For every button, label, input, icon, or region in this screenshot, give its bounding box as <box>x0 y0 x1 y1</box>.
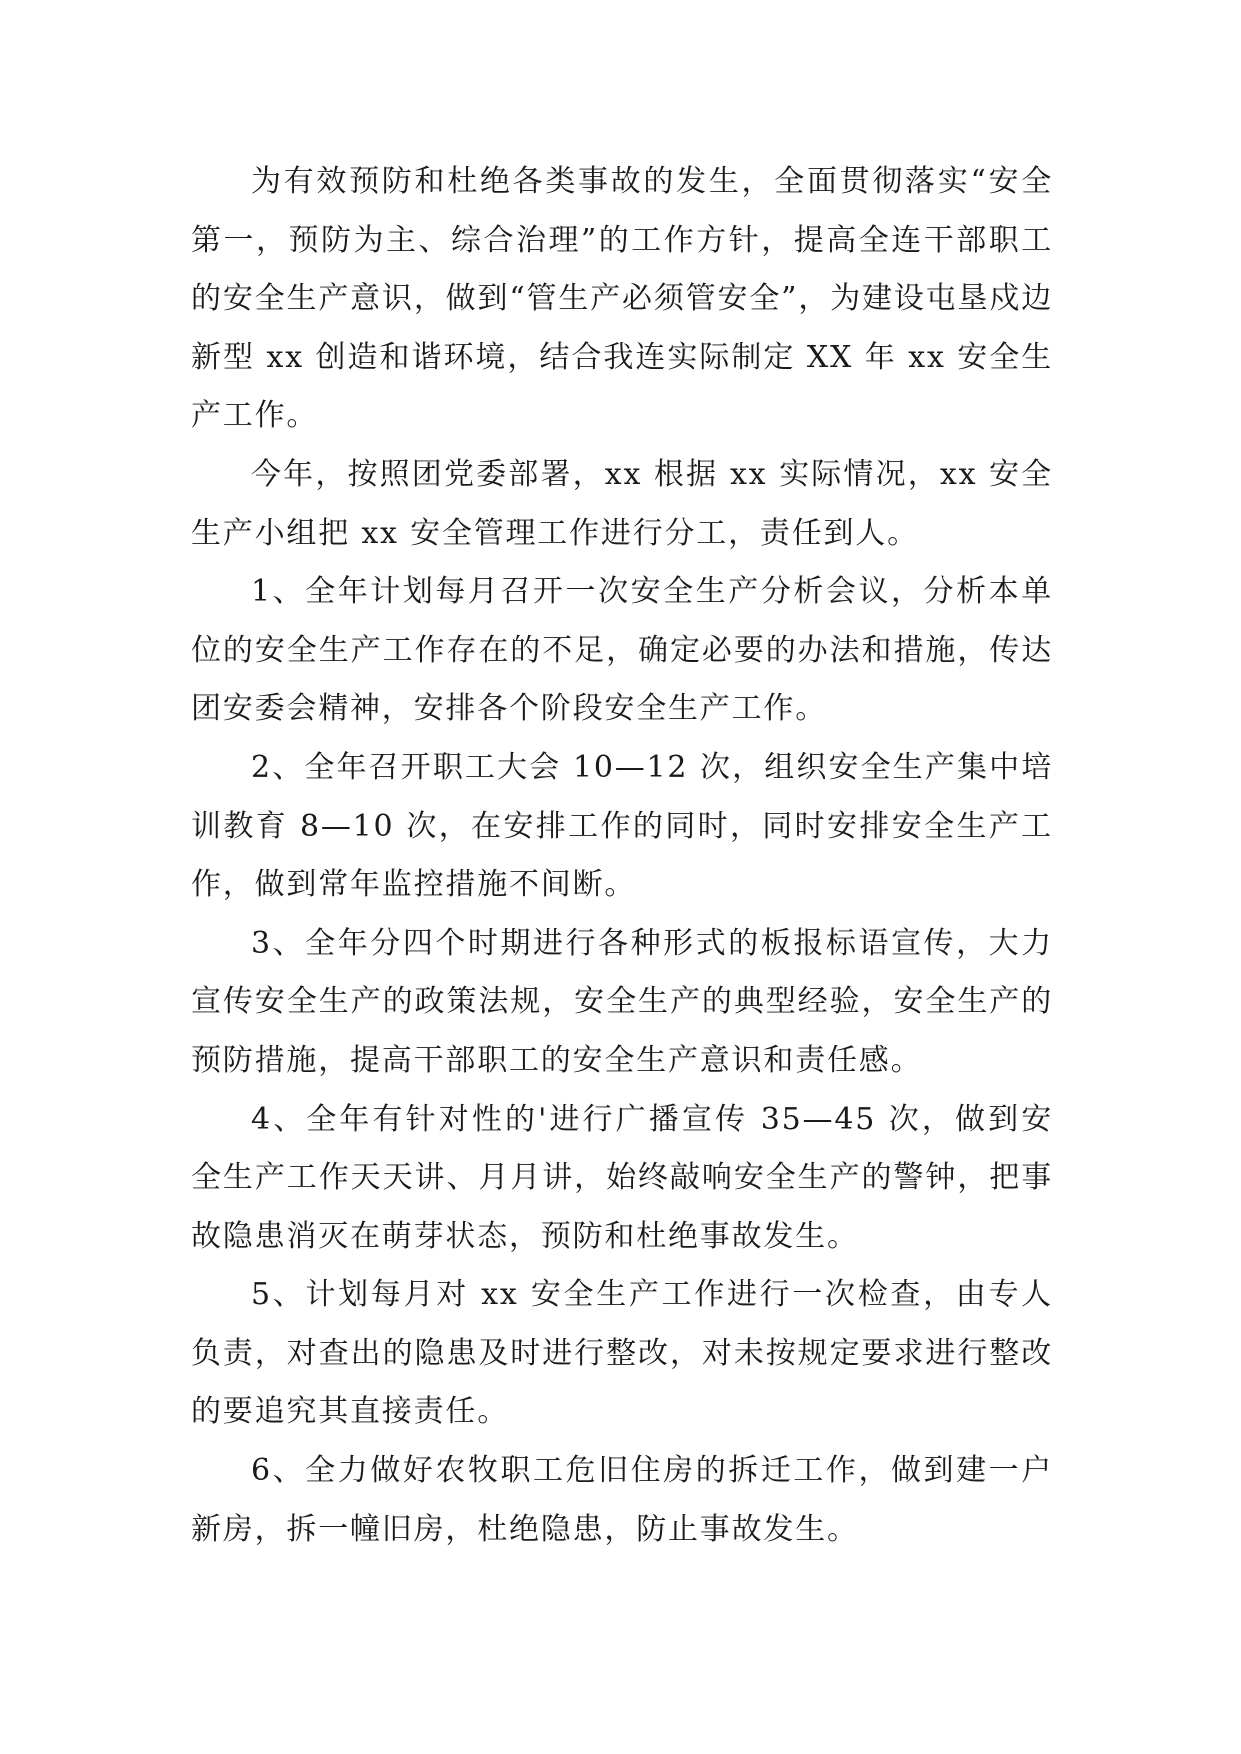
paragraph-item-1: 1、全年计划每月召开一次安全生产分析会议，分析本单位的安全生产工作存在的不足，确定必要的办法和措施，传达团安委会精神，安排各个阶段安全生产工作。 <box>191 574 1053 727</box>
paragraph-item-4: 4、全年有针对性的'进行广播宣传 35—45 次，做到安全生产工作天天讲、月月讲，始终敲响安全生产的警钟，把事故隐患消灭在萌芽状态，预防和杜绝事故发生。 <box>191 1101 1053 1254</box>
paragraph-item-3: 3、全年分四个时期进行各种形式的板报标语宣传，大力宣传安全生产的政策法规，安全生产的典型经验，安全生产的预防措施，提高干部职工的安全生产意识和责任感。 <box>191 925 1053 1078</box>
document-body <box>191 153 1053 1559</box>
paragraph-overview: 今年，按照团党委部署，xx 根据 xx 实际情况，xx 安全生产小组把 xx 安全管理工作进行分工，责任到人。 <box>191 456 1053 551</box>
paragraph-item-6: 6、全力做好农牧职工危旧住房的拆迁工作，做到建一户新房，拆一幢旧房，杜绝隐患，防止事故发生。 <box>191 1453 1053 1547</box>
paragraph-item-2: 2、全年召开职工大会 10—12 次，组织安全生产集中培训教育 8—10 次，在安排工作的同时，同时安排安全生产工作，做到常年监控措施不间断。 <box>191 749 1053 903</box>
paragraph-item-5: 5、计划每月对 xx 安全生产工作进行一次检查，由专人负责，对查出的隐患及时进行整改，对未按规定要求进行整改的要追究其直接责任。 <box>191 1277 1053 1430</box>
paragraph-intro: 为有效预防和杜绝各类事故的发生，全面贯彻落实“安全第一，预防为主、综合治理”的工作方针，提高全连干部职工的安全生产意识，做到“管生产必须管安全”，为建设屯垦戍边新型 xx 创造和谐环境，结合我连实际制定 XX 年 xx 安全生产工作。 <box>191 164 1053 434</box>
